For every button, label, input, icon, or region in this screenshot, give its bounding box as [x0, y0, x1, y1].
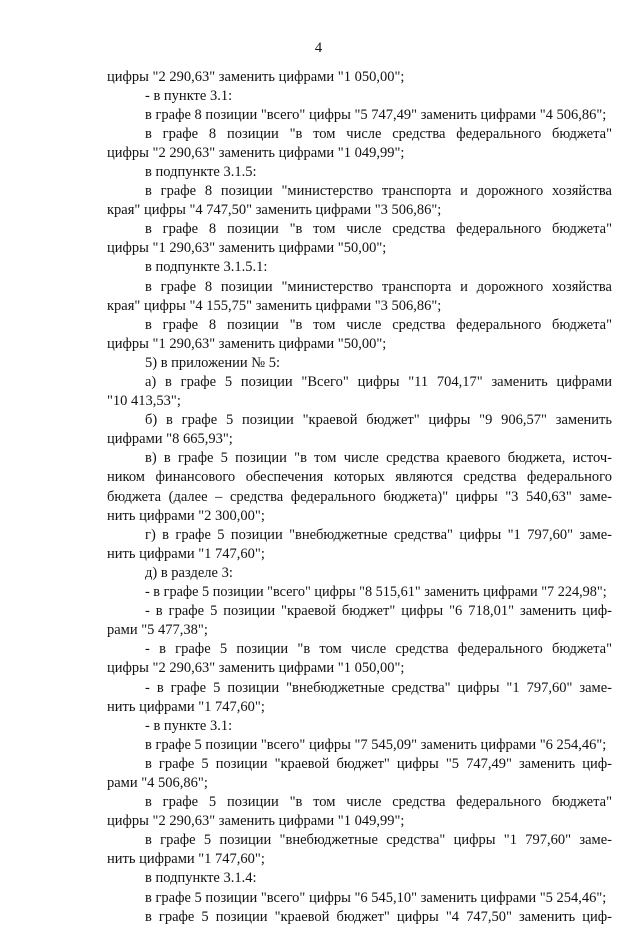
text-line: в подпункте 3.1.4: — [145, 870, 257, 887]
text-line: в графе 8 позиции "в том числе средства федерального бюджета" — [145, 221, 612, 238]
text-line: - в пункте 3.1: — [145, 87, 233, 104]
text-line: цифры "2 290,63" заменить цифрами "1 050,00"; — [107, 68, 405, 85]
text-line: в графе 5 позиции "внебюджетные средства" цифры "1 797,60" заме- — [145, 832, 612, 849]
text-line: нить цифрами "1 747,60"; — [107, 851, 265, 868]
text-line: края" цифры "4 155,75" заменить цифрами "3 506,86"; — [107, 297, 442, 314]
text-line: в графе 5 позиции "краевой бюджет" цифры "4 747,50" заменить циф- — [145, 908, 612, 925]
text-line: цифры "2 290,63" заменить цифрами "1 049,99"; — [107, 813, 405, 830]
text-line: - в графе 5 позиции "внебюджетные средства" цифры "1 797,60" заме- — [145, 679, 612, 696]
text-line: в графе 8 позиции "в том числе средства федерального бюджета" — [145, 125, 612, 142]
text-line: а) в графе 5 позиции "Всего" цифры "11 704,17" заменить цифрами — [145, 374, 612, 390]
text-line: - в пункте 3.1: — [145, 717, 233, 734]
text-line: нить цифрами "1 747,60"; — [107, 545, 265, 562]
text-line: в подпункте 3.1.5: — [145, 163, 257, 180]
text-line: рами "5 477,38"; — [107, 622, 208, 639]
text-line: 5) в приложении № 5: — [145, 354, 280, 371]
text-line: в) в графе 5 позиции "в том числе средства краевого бюджета, источ- — [145, 450, 612, 467]
text-line: цифры "2 290,63" заменить цифрами "1 050,00"; — [107, 660, 405, 677]
text-line: нить цифрами "2 300,00"; — [107, 507, 265, 524]
text-line: в графе 8 позиции "в том числе средства федерального бюджета" — [145, 316, 612, 333]
text-line: в графе 5 позиции "всего" цифры "7 545,09" заменить цифрами "6 254,46"; — [145, 736, 607, 753]
text-line: цифры "1 290,63" заменить цифрами "50,00"; — [107, 335, 387, 352]
text-line: в графе 5 позиции "всего" цифры "6 545,10" заменить цифрами "5 254,46"; — [145, 889, 607, 906]
text-line: - в графе 5 позиции "в том числе средства федерального бюджета" — [145, 641, 612, 658]
text-line: рами "4 506,86"; — [107, 774, 208, 791]
text-line: в графе 8 позиции "министерство транспорта и дорожного хозяйства — [145, 183, 612, 200]
document-body — [107, 68, 612, 927]
text-line: в графе 8 позиции "всего" цифры "5 747,49" заменить цифрами "4 506,86"; — [145, 106, 607, 123]
text-line: в графе 5 позиции "в том числе средства федерального бюджета" — [145, 794, 612, 811]
text-line: г) в графе 5 позиции "внебюджетные средства" цифры "1 797,60" заме- — [145, 526, 612, 543]
page-number: 4 — [314, 40, 323, 56]
text-line: в подпункте 3.1.5.1: — [145, 259, 268, 276]
text-line: края" цифры "4 747,50" заменить цифрами "3 506,86"; — [107, 202, 442, 219]
text-line: - в графе 5 позиции "краевой бюджет" цифры "6 718,01" заменить циф- — [145, 603, 612, 620]
text-line: "10 413,53"; — [107, 393, 181, 410]
text-line: в графе 5 позиции "краевой бюджет" цифры "5 747,49" заменить циф- — [145, 755, 612, 772]
text-line: нить цифрами "1 747,60"; — [107, 698, 265, 715]
text-line: - в графе 5 позиции "всего" цифры "8 515,61" заменить цифрами "7 224,98"; — [145, 584, 607, 601]
text-line: бюджета (далее – средства федерального бюджета)" цифры "3 540,63" заме- — [107, 488, 612, 505]
text-line: цифры "1 290,63" заменить цифрами "50,00"; — [107, 240, 387, 257]
text-line: б) в графе 5 позиции "краевой бюджет" цифры "9 906,57" заменить — [145, 412, 612, 429]
text-line: д) в разделе 3: — [145, 564, 233, 581]
text-line: цифрами "8 665,93"; — [107, 431, 233, 448]
text-line: ником финансового обеспечения которых являются средства федерального — [107, 469, 612, 486]
text-line: в графе 8 позиции "министерство транспорта и дорожного хозяйства — [145, 278, 612, 295]
text-line: цифры "2 290,63" заменить цифрами "1 049,99"; — [107, 144, 405, 161]
